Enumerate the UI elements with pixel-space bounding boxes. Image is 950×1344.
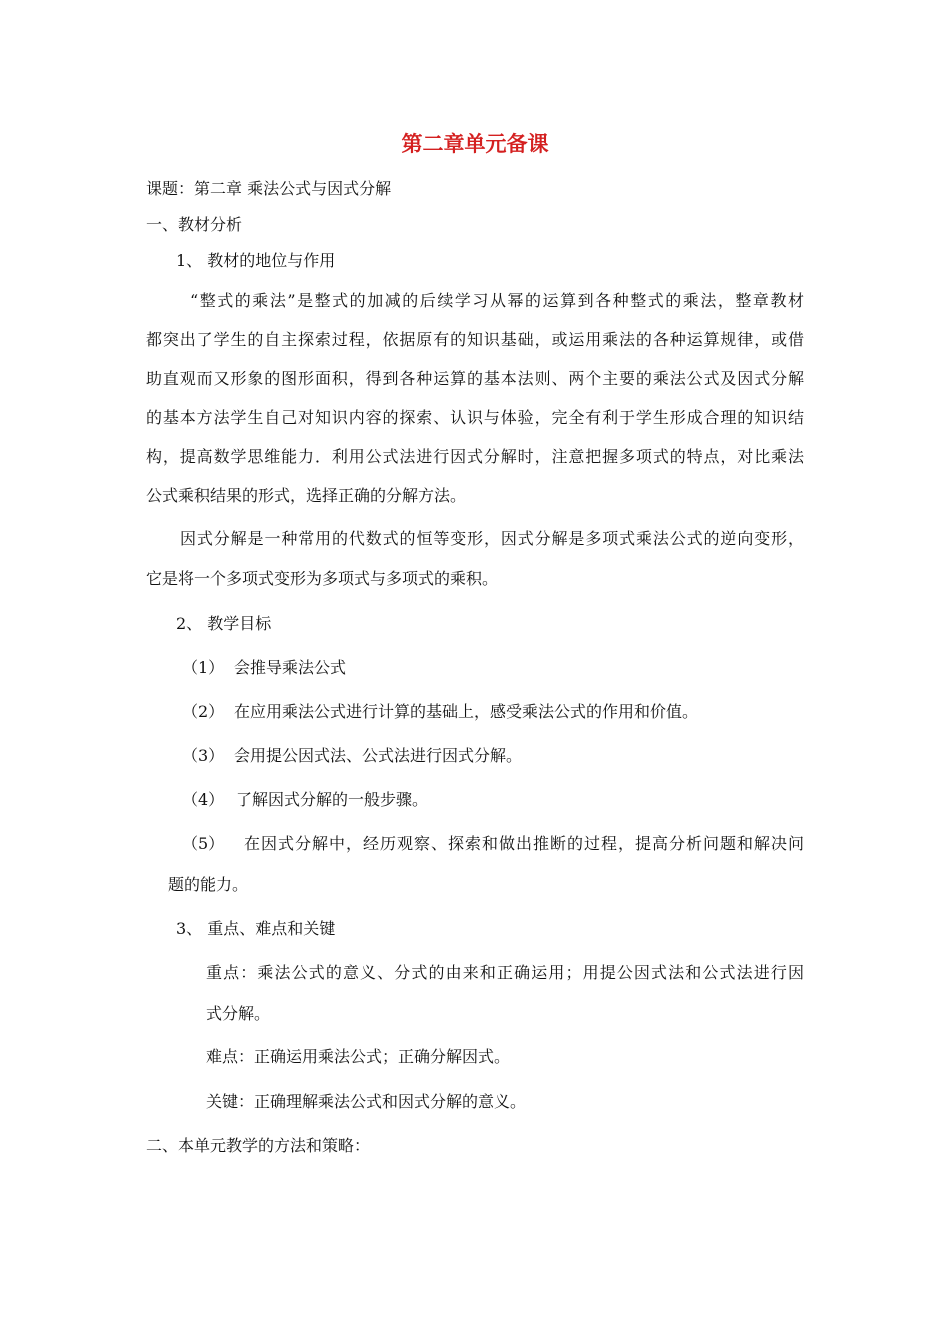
goal-num: （2）	[182, 702, 225, 721]
goal-text: 会用提公因式法、公式法进行因式分解。	[234, 746, 523, 765]
difficulty: 难点：正确运用乘法公式；正确分解因式。	[206, 1047, 511, 1066]
para2-line: 它是将一个多项式变形为多项式与多项式的乘积。	[146, 569, 499, 588]
goal-text: 在应用乘法公式进行计算的基础上，感受乘法公式的作用和价值。	[234, 702, 699, 721]
para1-line: 公式乘积结果的形式，选择正确的分解方法。	[146, 486, 467, 505]
key-points: 重点：乘法公式的意义、分式的由来和正确运用；用提公因式法和公式法进行因	[206, 963, 804, 982]
goal-num: （4）	[182, 790, 225, 809]
para1-line: 的基本方法学生自己对知识内容的探索、认识与体验，完全有利于学生形成合理的知识结	[146, 408, 804, 427]
para1-line: “整式的乘法”是整式的加减的后续学习从幂的运算到各种整式的乘法，整章教材	[190, 291, 804, 310]
sub1-heading: 1、 教材的地位与作用	[176, 251, 336, 270]
para1-line: 构，提高数学思维能力．利用公式法进行因式分解时，注意把握多项式的特点，对比乘法	[146, 447, 804, 466]
crux: 关键：正确理解乘法公式和因式分解的意义。	[206, 1092, 527, 1111]
para1-line: 助直观而又形象的图形面积，得到各种运算的基本法则、两个主要的乘法公式及因式分解	[146, 369, 804, 388]
para1-line: 都突出了学生的自主探索过程，依据原有的知识基础，或运用乘法的各种运算规律，或借	[146, 330, 804, 349]
topic-line: 课题：第二章 乘法公式与因式分解	[146, 179, 392, 198]
goal-text: 了解因式分解的一般步骤。	[236, 790, 429, 809]
goal-text: 在因式分解中，经历观察、探索和做出推断的过程，提高分析问题和解决问	[244, 834, 804, 853]
goal-text: 会推导乘法公式	[234, 658, 347, 677]
goal-num: （1）	[182, 658, 225, 677]
sub3-heading: 3、 重点、难点和关键	[176, 919, 336, 938]
goal-num: （5）	[182, 834, 225, 853]
section1-heading: 一、教材分析	[146, 215, 243, 234]
para2-line: 因式分解是一种常用的代数式的恒等变形，因式分解是多项式乘法公式的逆向变形，	[180, 529, 804, 548]
goal-text-continued: 题的能力。	[168, 875, 249, 894]
key-points-continued: 式分解。	[206, 1004, 271, 1023]
sub2-heading: 2、 教学目标	[176, 614, 272, 633]
goal-num: （3）	[182, 746, 225, 765]
document-title: 第二章单元备课	[401, 132, 549, 156]
section2-heading: 二、本单元教学的方法和策略：	[146, 1136, 371, 1155]
